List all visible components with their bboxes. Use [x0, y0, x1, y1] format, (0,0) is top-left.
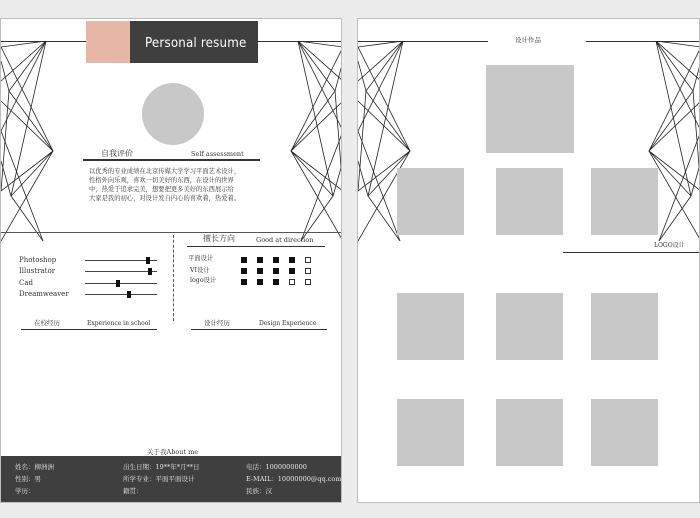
- rating-square-filled: [257, 279, 263, 285]
- portfolio-page: [357, 18, 700, 503]
- design-experience-heading-en: Design Experience: [259, 320, 317, 327]
- skill-level-knob: [146, 257, 150, 264]
- footer-gender: 性别：男: [15, 475, 41, 483]
- accent-block: [86, 21, 130, 63]
- school-experience-rule: [21, 329, 157, 330]
- footer-birthdate: 出生日期：19**年*月**日: [123, 463, 200, 471]
- skill-bar: [85, 294, 157, 295]
- personal-info-footer: [1, 456, 341, 502]
- logo-design-rule: [563, 252, 700, 253]
- good-at-item: VI设计: [190, 267, 210, 274]
- good-at-rule: [187, 246, 325, 247]
- rating-square-empty: [305, 268, 311, 274]
- rating-square-filled: [241, 279, 247, 285]
- logo-thumbnail: [591, 399, 658, 466]
- good-at-item: logo设计: [190, 277, 217, 284]
- section-rule: [1, 232, 342, 233]
- skill-name: Dreamweaver: [19, 290, 69, 298]
- rating-square-empty: [305, 279, 311, 285]
- skill-level-knob: [127, 291, 131, 298]
- footer-ethnicity: 民族：汉: [246, 487, 272, 495]
- self-assessment-line-3: 中，热爱于追求完美，想要把更多美好的东西展示给: [89, 186, 234, 193]
- rating-square-filled: [257, 257, 263, 263]
- portfolio-thumbnail: [397, 168, 464, 235]
- school-experience-heading-cn: 在校经历: [34, 319, 60, 327]
- logo-thumbnail: [397, 293, 464, 360]
- logo-thumbnail: [496, 399, 563, 466]
- skill-name: Cad: [19, 279, 34, 287]
- rating-square-filled: [241, 257, 247, 263]
- profile-photo: [142, 83, 204, 145]
- good-at-item: 平面设计: [188, 255, 214, 262]
- footer-name: 姓名：柳洲洲: [15, 463, 54, 471]
- school-experience-heading-en: Experience in school: [87, 320, 151, 327]
- title-bar: [130, 21, 258, 63]
- skill-name: Photoshop: [19, 256, 57, 264]
- rating-square-filled: [273, 279, 279, 285]
- self-assessment-heading-cn: 自我评价: [101, 149, 133, 158]
- resume-page: [0, 18, 342, 503]
- self-assessment-rule: [83, 159, 260, 161]
- about-me-heading: 关于我About me: [147, 448, 199, 456]
- footer-hometown: 籍贯：: [123, 487, 143, 495]
- rating-square-filled: [289, 268, 295, 274]
- skill-level-knob: [116, 280, 120, 287]
- rating-square-filled: [273, 257, 279, 263]
- good-at-heading-cn: 擅长方向: [203, 234, 235, 243]
- skill-name: Illustrator: [19, 267, 56, 275]
- logo-thumbnail: [591, 293, 658, 360]
- portfolio-thumbnail: [496, 168, 563, 235]
- skill-bar: [85, 283, 157, 284]
- logo-thumbnail: [496, 293, 563, 360]
- rating-square-filled: [241, 268, 247, 274]
- skill-level-knob: [148, 268, 152, 275]
- rating-square-empty: [305, 257, 311, 263]
- design-experience-rule: [191, 329, 327, 330]
- logo-thumbnail: [397, 399, 464, 466]
- rating-square-empty: [289, 279, 295, 285]
- footer-major: 所学专业：平面平面设计: [123, 475, 195, 483]
- footer-email: E-MAIL：10000000@qq.com: [246, 475, 342, 483]
- logo-design-label: LOGO设计: [654, 242, 685, 249]
- self-assessment-line-4: 大家是我的初心，对设计发自内心的喜欢着，热爱着。: [89, 195, 241, 202]
- good-at-heading-en: Good at direction: [256, 236, 314, 244]
- footer-education: 学历：: [15, 487, 35, 495]
- portfolio-feature-image: [486, 65, 574, 153]
- self-assessment-line-1: 以优秀的专业成绩在北京传媒大学学习平面艺术设计，: [89, 168, 241, 175]
- portfolio-thumbnail: [591, 168, 658, 235]
- portfolio-title: 设计作品: [515, 36, 541, 44]
- rating-square-filled: [289, 257, 295, 263]
- geometric-decoration-right: [288, 41, 342, 241]
- rating-square-filled: [273, 268, 279, 274]
- rating-square-filled: [257, 268, 263, 274]
- resume-title: Personal resume: [145, 35, 247, 51]
- footer-phone: 电话：1000000000: [246, 463, 307, 471]
- skill-bar: [85, 271, 157, 272]
- self-assessment-line-2: 性格外向乐观，喜欢一切美好的东西，在设计的世界: [89, 177, 234, 184]
- design-experience-heading-cn: 设计经历: [204, 319, 230, 327]
- geometric-decoration-left: [1, 41, 56, 241]
- column-divider: [173, 235, 174, 321]
- self-assessment-heading-en: Self assessment: [191, 150, 244, 158]
